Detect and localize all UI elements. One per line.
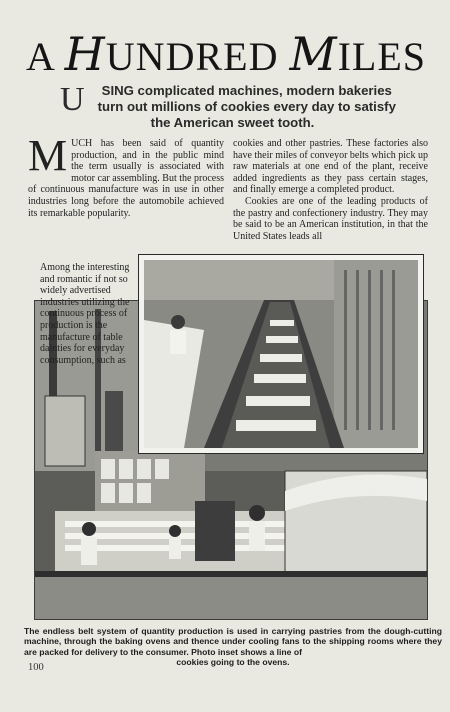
subtitle-dropcap: U — [60, 81, 85, 118]
conveyor-inset-image — [144, 260, 418, 448]
body-column-left — [28, 131, 224, 219]
title-swash-m: M — [289, 27, 338, 81]
photo-caption — [24, 626, 442, 668]
title-a: A — [25, 34, 54, 79]
conveyor-illustration — [144, 260, 418, 448]
subtitle-text: SING complicated machines, modern bakeries turn out millions of cookies every day to satisfy the American sweet tooth. — [97, 83, 396, 130]
body-paragraph-2: Among the interesting and romantic if not so widely advertised industries utilizing the continuous process of production is the manufacture of table dainties for everyday consumption, such as — [40, 262, 130, 366]
subtitle — [60, 83, 405, 131]
title-iles: ILES — [337, 34, 427, 79]
caption-last-line: cookies going to the ovens. — [176, 657, 290, 668]
body-paragraph-4: Cookies are one of the leading products of the pastry and confectionery industry. They may be said to be an American institution, in that the United States leads all — [233, 195, 428, 242]
caption-main: The endless belt system of quantity production is used in carrying pastries from the dough-cutting machine, through the baking ovens and thence under cooling fans to the shipping rooms where they are packed for delivery to the consumer. Photo inset shows a line of — [24, 626, 442, 657]
page-title — [20, 27, 432, 81]
conveyor-inset-photo — [138, 254, 424, 454]
title-undred: UNDRED — [105, 34, 279, 79]
page-number: 100 — [28, 662, 44, 673]
body-continuation — [40, 262, 140, 366]
body-paragraph-3: cookies and other pastries. These factories also have their miles of conveyor belts which pick up raw materials at one end of the plant, receive added ingredients as they pass certain stages, and finally emerge a completed product. — [233, 138, 428, 196]
title-swash-h: H — [64, 27, 106, 81]
body-column-right — [233, 138, 428, 242]
body-paragraph-1: UCH has been said of quantity production, and in the public mind the term usually is associated with motor car assembling. But the process of continuous manufacture was in use in other industries long before the automobile achieved its remarkable popularity. — [28, 138, 224, 219]
body-dropcap: M — [28, 131, 68, 180]
